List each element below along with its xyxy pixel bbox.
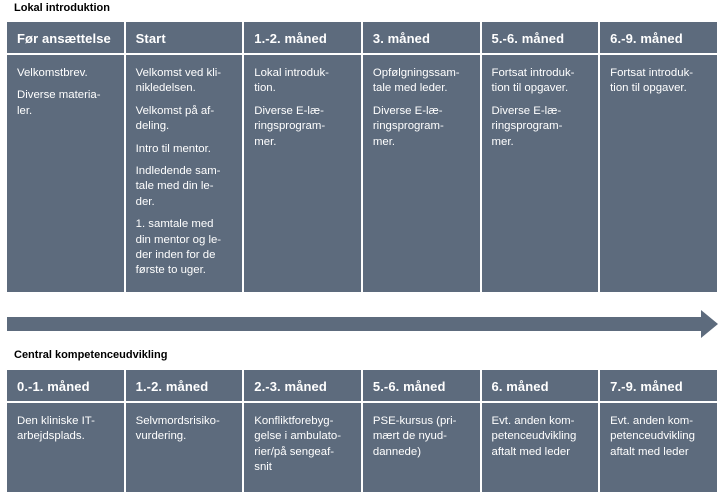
column-item: Konfliktforebyg- gelse i ambulato- rier/på sengeaf- snit bbox=[254, 415, 341, 474]
column-item: Lokal introduk- tion. bbox=[254, 67, 329, 95]
column-header: Før ansættelse bbox=[7, 22, 124, 55]
column-item: Velkomst ved kli- nikledelsen. bbox=[135, 67, 222, 95]
column-body bbox=[244, 55, 361, 157]
column-body bbox=[363, 55, 480, 157]
column-header: 5.-6. måned bbox=[482, 22, 599, 55]
column-item: Diverse materia- ler. bbox=[17, 89, 101, 117]
column-item: Diverse E-læ- ringsprogram- mer. bbox=[372, 104, 444, 148]
column-item: Den kliniske IT- arbejdsplads. bbox=[17, 415, 95, 443]
column-item: Selvmordsrisiko- vurdering. bbox=[135, 415, 220, 443]
column-header: 5.-6. måned bbox=[363, 370, 480, 403]
timeline-column bbox=[600, 370, 717, 492]
timeline-column bbox=[482, 22, 599, 292]
column-body bbox=[126, 403, 243, 452]
column-body bbox=[126, 55, 243, 286]
column-header: 2.-3. måned bbox=[244, 370, 361, 403]
column-header: 6.-9. måned bbox=[600, 22, 717, 55]
column-body bbox=[600, 403, 717, 467]
column-item: Fortsat introduk- tion til opgaver. bbox=[610, 67, 694, 95]
column-item: Indledende sam- tale med din le- der. bbox=[135, 165, 221, 208]
column-header: 1.-2. måned bbox=[244, 22, 361, 55]
column-header: 7.-9. måned bbox=[600, 370, 717, 403]
column-body bbox=[482, 55, 599, 157]
column-header: 0.-1. måned bbox=[7, 370, 124, 403]
column-header: 1.-2. måned bbox=[126, 370, 243, 403]
column-body bbox=[244, 403, 361, 483]
column-item: Diverse E-læ- ringsprogram- mer. bbox=[491, 104, 563, 148]
section-title-lokal: Lokal introduktion bbox=[14, 2, 110, 14]
timeline-column bbox=[482, 370, 599, 492]
section-title-central: Central kompetenceudvikling bbox=[14, 349, 168, 361]
timeline-column bbox=[7, 370, 124, 492]
column-item: 1. samtale med din mentor og le- der inden for de første to uger. bbox=[135, 218, 222, 277]
column-item: Opfølgningssam- tale med leder. bbox=[372, 67, 460, 95]
column-item: Velkomst på af- deling. bbox=[135, 104, 215, 133]
column-item: Evt. anden kom- petenceudvikling aftalt med leder bbox=[491, 415, 577, 458]
column-item: Intro til mentor. bbox=[135, 142, 211, 155]
column-body bbox=[7, 55, 124, 126]
timeline-column bbox=[126, 370, 243, 492]
timeline-column bbox=[7, 22, 124, 292]
timeline-arrow-icon bbox=[7, 310, 718, 338]
column-item: PSE-kursus (pri- mært de nyud- dannede) bbox=[372, 415, 457, 458]
column-body bbox=[600, 55, 717, 104]
timeline-column bbox=[363, 370, 480, 492]
column-item: Fortsat introduk- tion til opgaver. bbox=[491, 67, 575, 95]
column-item: Diverse E-læ- ringsprogram- mer. bbox=[254, 104, 326, 148]
column-body bbox=[7, 403, 124, 452]
timeline-grid-central bbox=[7, 370, 717, 492]
column-header: 6. måned bbox=[482, 370, 599, 403]
column-body bbox=[482, 403, 599, 467]
column-header: Start bbox=[126, 22, 243, 55]
column-item: Velkomstbrev. bbox=[17, 67, 88, 79]
timeline-column bbox=[244, 22, 361, 292]
timeline-column bbox=[244, 370, 361, 492]
column-header: 3. måned bbox=[363, 22, 480, 55]
timeline-grid-lokal bbox=[7, 22, 717, 292]
column-body bbox=[363, 403, 480, 467]
timeline-column bbox=[600, 22, 717, 292]
timeline-column bbox=[363, 22, 480, 292]
timeline-column bbox=[126, 22, 243, 292]
column-item: Evt. anden kom- petenceudvikling aftalt med leder bbox=[610, 415, 695, 458]
